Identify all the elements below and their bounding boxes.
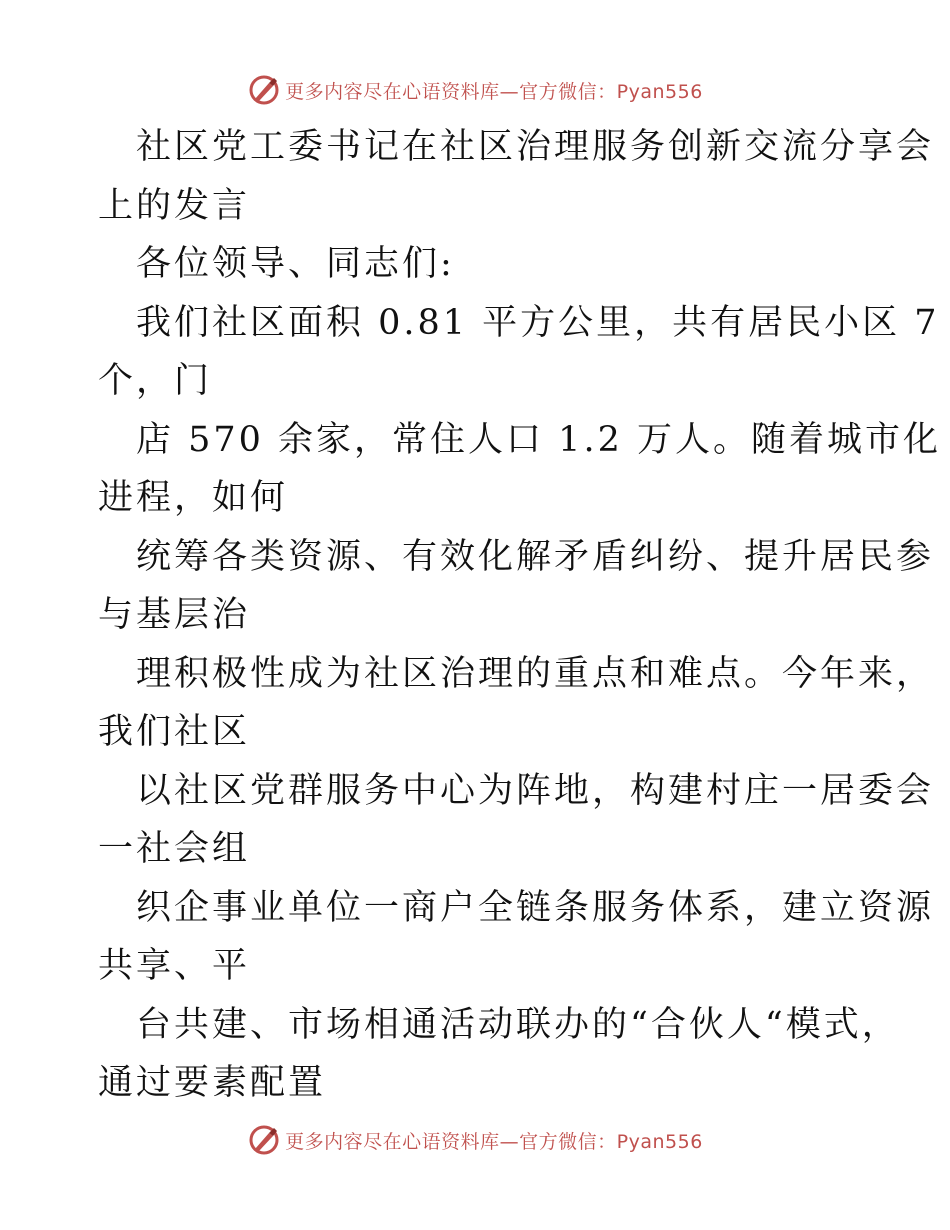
document-body (98, 118, 941, 1113)
text-line: 统筹各类资源、有效化解矛盾纠纷、提升居民参 (136, 536, 935, 577)
pen-logo-icon (247, 73, 281, 107)
text-line: 台共建、市场相通活动联办的“合伙人“模式， (136, 1004, 900, 1045)
watermark-text: 更多内容尽在心语资料库—官方微信：Pyan556 (285, 80, 703, 103)
text-line: 以社区党群服务中心为阵地，构建村庄一居委会 (136, 770, 935, 811)
header-watermark (0, 70, 950, 110)
text-line: 共享、平 (98, 946, 251, 986)
text-line: 个，门 (98, 361, 213, 401)
text-line: 我们社区面积 0.81 平方公里，共有居民小区 7 (136, 302, 940, 343)
watermark-text: 更多内容尽在心语资料库—官方微信：Pyan556 (285, 1130, 703, 1153)
footer-watermark (0, 1120, 950, 1160)
text-line: 进程，如何 (98, 478, 289, 518)
text-line: 社区党工委书记在社区治理服务创新交流分享会 (136, 127, 935, 167)
text-line: 我们社区 (98, 712, 251, 752)
text-line: 通过要素配置 (98, 1063, 327, 1103)
text-line: 织企事业单位一商户全链条服务体系，建立资源 (136, 887, 935, 928)
text-line: 一社会组 (98, 829, 251, 869)
pen-logo-icon (247, 1123, 281, 1157)
text-line: 与基层治 (98, 595, 251, 635)
text-line: 上的发言 (98, 185, 251, 226)
text-line: 店 570 余家，常住人口 1.2 万人。随着城市化 (136, 419, 941, 460)
text-line: 理积极性成为社区治理的重点和难点。今年来， (136, 653, 935, 694)
text-line: 各位领导、同志们: (136, 244, 455, 284)
